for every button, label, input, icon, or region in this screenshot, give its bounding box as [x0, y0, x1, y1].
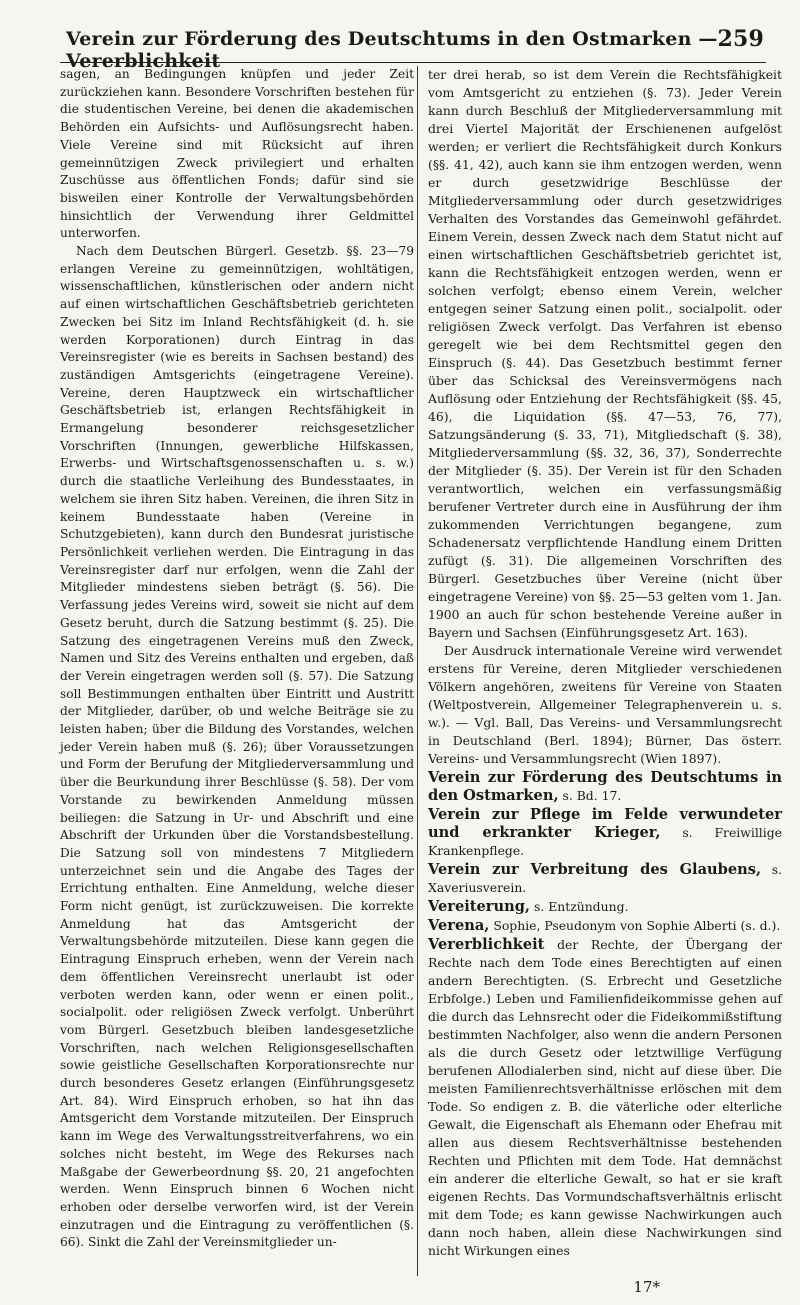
paragraph: ter drei herab, so ist dem Verein die Rechtsfähigkeit vom Amtsgericht zu entziehen (§. 73). Jeder Verein kann durch Beschluß der Mitgliederversammlung mit drei Viertel Majorität der Erschienenen aufgelöst werden; er verliert die Rechtsfähigkeit durch Konkurs (§§. 41, 42), auch kann sie ihm entzogen werden, wenn er durch gesetzwidrige Beschlüsse der Mitgliederversammlung oder durch gesetzwidriges Verhalten des Vorstandes das Gemeinwohl gefährdet. Einem Verein, dessen Zweck nach dem Statut nicht auf einen wirtschaftlichen Geschäftsbetrieb gerichtet ist, kann die Rechtsfähigkeit entzogen werden, wenn er solchen verfolgt; ebenso einem Verein, welcher entgegen seiner Satzung einen polit., socialpolit. oder religiösen Zweck verfolgt. Das Verfahren ist ebenso geregelt wie bei dem Rechtsmittel gegen den Einspruch (§. 44). Das Gesetzbuch bestimmt ferner über das Schicksal des Vereinsvermögens nach Auflösung oder Entziehung der Rechtsfähigkeit (§§. 45, 46), die Liquidation (§§. 47—53, 76, 77), Satzungsänderung (§. 33, 71), Mitgliedschaft (§. 38), Mitgliederversammlung (§§. 32, 36, 37), Sonderrechte der Mitglieder (§. 35). Der Verein ist für den Schaden verantwortlich, welchen ein verfassungsmäßig berufener Vertreter durch eine in Ausführung der ihm zukommenden Verrichtungen begangene, zum Schadenersatz verpflichtende Handlung einem Dritten zufügt (§. 31). Die allgemeinen Vorschriften des Bürgerl. Gesetzbuches über Vereine (nicht über eingetragene Vereine) von §§. 25—53 gelten vom 1. Jan. 1900 an auch für schon bestehende Vereine außer in Bayern und Sachsen (Einführungsgesetz Art. 163).	[428, 67, 782, 640]
entry-text: s. Freiwillige Krankenpflege.	[428, 825, 782, 858]
paragraph: Nach dem Deutschen Bürgerl. Gesetzb. §§. 23—79 erlangen Vereine zu gemeinnützigen, wohltätigen, wissenschaftlichen, künstlerischen oder andern nicht auf einen wirtschaftlichen Geschäftsbetrieb gerichteten Zwecken bei Sitz im Inland Rechtsfähigkeit (d. h. sie werden Korporationen) durch Eintrag in das Vereinsregister (wie es bereits in Sachsen bestand) des zuständigen Amtsgerichts (eingetragene Vereine). Vereine, deren Hauptzweck ein wirtschaftlicher Geschäftsbetrieb ist, erlangen Rechtsfähigkeit in Ermangelung besonderer reichsgesetzlicher Vorschriften (Innungen, gewerbliche Hilfskassen, Erwerbs- und Wirtschaftsgenossenschaften u. s. w.) durch die staatliche Verleihung des Bundesstaates, in welchem sie ihren Sitz haben. Vereinen, die ihren Sitz in keinem Bundesstaate haben (Vereine in Schutzgebieten), kann durch den Bundesrat juristische Persönlichkeit verliehen werden. Die Eintragung in das Vereinsregister darf nur erfolgen, wenn die Zahl der Mitglieder mindestens sieben beträgt (§. 56). Die Verfassung jedes Vereins wird, soweit sie nicht auf dem Gesetz beruht, durch die Satzung bestimmt (§. 25). Die Satzung des eingetragenen Vereins muß den Zweck, Namen und Sitz des Vereins enthalten und ergeben, daß der Verein eingetragen werden soll (§. 57). Die Satzung soll Bestimmungen enthalten über Eintritt und Austritt der Mitglieder, darüber, ob und welche Beiträge sie zu leisten haben; über die Bildung des Vorstandes, welchen jeder Verein haben muß (§. 26); über Voraussetzungen und Form der Berufung der Mitgliederversammlung und über die Beurkundung ihrer Beschlüsse (§. 58). Der vom Vorstande zu bewirkenden Anmeldung müssen beiliegen: die Satzung in Ur- und Abschrift und eine Abschrift der Urkunden über die Vorstandsbestellung. Die Satzung soll von mindestens 7 Mitgliedern unterzeichnet sein und die Angabe des Tages der Errichtung enthalten. Eine Anmeldung, welche dieser Form nicht genügt, ist zurückzuweisen. Die korrekte Anmeldung hat das Amtsgericht der Verwaltungsbehörde mitzuteilen. Diese kann gegen die Eintragung Einspruch erheben, wenn der Verein nach dem öffentlichen Vereinsrecht unerlaubt ist oder verboten werden kann, oder wenn er einen polit., socialpolit. oder religiösen Zweck verfolgt. Unberührt vom Bürgerl. Gesetzbuch bleiben landesgesetzliche Vorschriften, nach welchen Religionsgesellschaften sowie geistliche Gesellschaften Korporationsrechte nur durch besonderes Gesetz erlangen (Einführungsgesetz Art. 84). Wird Einspruch erhoben, so hat ihn das Amtsgericht dem Vorstande mitzuteilen. Der Einspruch kann im Wege des Verwaltungsstreitverfahrens, wo ein solches nicht besteht, im Wege des Rekurses nach Maßgabe der Gewerbeordnung §§. 20, 21 angefochten werden. Wenn Einspruch binnen 6 Wochen nicht erhoben oder derselbe verworfen wird, ist der Verein einzutragen und die Eintragung zu veröffentlichen (§. 66). Sinkt die Zahl der Vereinsmitglieder un-	[60, 244, 414, 1250]
entry-vererblichkeit	[428, 936, 782, 1260]
entry-text: s. Bd. 17.	[558, 788, 622, 803]
entry-text: Sophie, Pseudonym von Sophie Alberti (s. d.).	[489, 918, 781, 933]
running-header	[60, 24, 770, 72]
entry-verein-glauben	[428, 861, 782, 897]
entry-verein-ostmarken	[428, 769, 782, 805]
headword: Verein zur Pflege im Felde verwundeter und erkrankter Krieger,	[428, 806, 782, 841]
paragraph: sagen, an Bedingungen knüpfen und jeder Zeit zurückziehen kann. Besondere Vorschriften bestehen für die studentischen Vereine, bei denen die akademischen Behörden ein Aufsichts- und Auflösungsrecht haben. Viele Vereine sind mit Rücksicht auf ihren gemeinnützigen Zweck privilegiert und erhalten Zuschüsse aus öffentlichen Fonds; dafür sind sie bisweilen einer Kontrolle der Verwaltungsbehörden hinsichtlich der Verwendung ihrer Geldmittel unterworfen.	[60, 67, 414, 241]
headword: Vereiterung,	[428, 898, 531, 915]
paragraph: Der Ausdruck internationale Vereine wird verwendet erstens für Vereine, deren Mitglieder verschiedenen Völkern angehören, zweitens für Vereine von Staaten (Weltpostverein, Allgemeiner Telegraphenverein u. s. w.). — Vgl. Ball, Das Vereins- und Versammlungsrecht in Deutschland (Berl. 1894); Bürner, Das österr. Vereins- und Versammlungsrecht (Wien 1897).	[428, 643, 782, 766]
entry-text: s. Entzündung.	[530, 899, 629, 914]
entry-text: der Rechte, der Übergang der Rechte nach dem Tode eines Berechtigten auf einen andern Berechtigten. (S. Erbrecht und Gesetzliche Erbfolge.) Leben und Familienfideikommisse gehen auf die durch das Lehnsrecht oder die Fideikommißstiftung bestimmten Nachfolger, also wenn die andern Personen als die durch Gesetz oder letztwillige Verfügung berufenen Allodialerben sind, nicht auf diese über. Die meisten Familienrechtsverhältnisse erlöschen mit dem Tode. So endigen z. B. die väterliche oder elterliche Gewalt, die Eigenschaft als Ehemann oder Ehefrau mit allen aus diesem Rechtsverhältnisse bestehenden Rechten und Pflichten mit dem Tode. Hat demnächst ein anderer die elterliche Gewalt, so hat er sie kraft eigenen Rechts. Das Vormundschaftsverhältnis erlischt mit dem Tode; es kann gewisse Nachwirkungen auch dann noch haben, allein diese Nachwirkungen sind nicht Wirkungen eines	[428, 937, 782, 1258]
column-divider	[417, 66, 418, 1276]
entry-text: s. Xaveriusverein.	[428, 862, 782, 895]
right-column	[428, 66, 782, 1276]
header-title: Verein zur Förderung des Deutschtums in den Ostmarken — Vererblichkeit	[66, 28, 718, 72]
page-number: 259	[717, 26, 764, 52]
header-rule	[60, 62, 766, 63]
left-column	[60, 66, 414, 1276]
headword: Verein zur Förderung des Deutschtums in den Ostmarken,	[428, 769, 782, 804]
entry-vereiterung	[428, 898, 782, 916]
entry-verein-pflege	[428, 806, 782, 860]
headword: Vererblichkeit	[428, 936, 545, 953]
signature-mark: 17*	[633, 1278, 660, 1296]
headword: Verena,	[428, 917, 490, 934]
headword: Verein zur Verbreitung des Glaubens,	[428, 861, 762, 878]
entry-verena	[428, 917, 782, 935]
